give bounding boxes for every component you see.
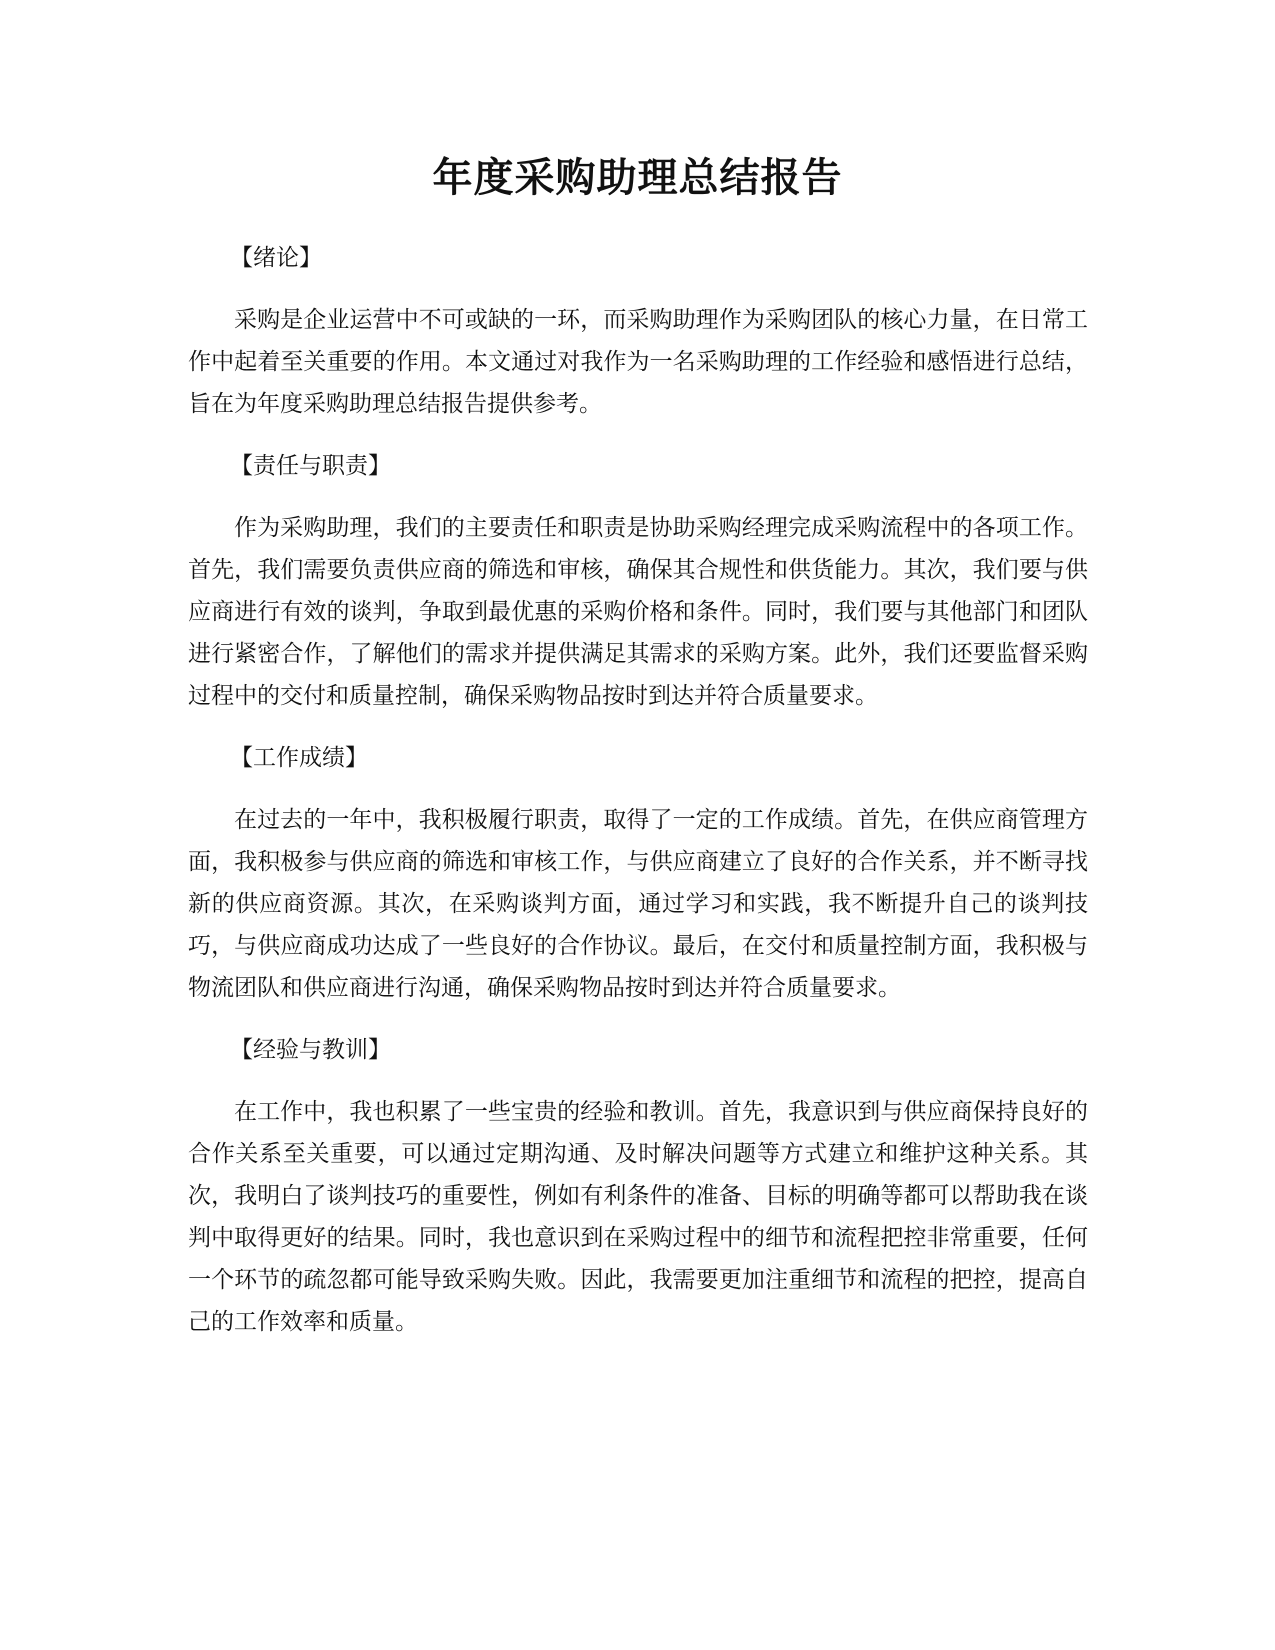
- section-heading: 【责任与职责】: [230, 453, 391, 479]
- section-heading: 【经验与教训】: [230, 1037, 391, 1063]
- section-lessons: [188, 1029, 1088, 1343]
- section-paragraph: 在过去的一年中，我积极履行职责，取得了一定的工作成绩。首先，在供应商管理方面，我积极参与供应商的筛选和审核工作，与供应商建立了良好的合作关系，并不断寻找新的供应商资源。其次，在采购谈判方面，通过学习和实践，我不断提升自己的谈判技巧，与供应商成功达成了一些良好的合作协议。最后，在交付和质量控制方面，我积极与物流团队和供应商进行沟通，确保采购物品按时到达并符合质量要求。: [188, 807, 1088, 1001]
- section-heading: 【工作成绩】: [230, 745, 368, 771]
- section-heading: 【绪论】: [230, 245, 322, 271]
- document-title: 年度采购助理总结报告: [432, 155, 843, 201]
- section-introduction: [188, 237, 1088, 425]
- section-paragraph: 采购是企业运营中不可或缺的一环，而采购助理作为采购团队的核心力量，在日常工作中起着至关重要的作用。本文通过对我作为一名采购助理的工作经验和感悟进行总结，旨在为年度采购助理总结报告提供参考。: [188, 307, 1088, 417]
- section-responsibilities: [188, 445, 1088, 717]
- document-body: [188, 237, 1088, 1363]
- section-achievements: [188, 737, 1088, 1009]
- section-paragraph: 在工作中，我也积累了一些宝贵的经验和教训。首先，我意识到与供应商保持良好的合作关系至关重要，可以通过定期沟通、及时解决问题等方式建立和维护这种关系。其次，我明白了谈判技巧的重要性，例如有利条件的准备、目标的明确等都可以帮助我在谈判中取得更好的结果。同时，我也意识到在采购过程中的细节和流程把控非常重要，任何一个环节的疏忽都可能导致采购失败。因此，我需要更加注重细节和流程的把控，提高自己的工作效率和质量。: [188, 1099, 1088, 1335]
- section-paragraph: 作为采购助理，我们的主要责任和职责是协助采购经理完成采购流程中的各项工作。首先，我们需要负责供应商的筛选和审核，确保其合规性和供货能力。其次，我们要与供应商进行有效的谈判，争取到最优惠的采购价格和条件。同时，我们要与其他部门和团队进行紧密合作，了解他们的需求并提供满足其需求的采购方案。此外，我们还要监督采购过程中的交付和质量控制，确保采购物品按时到达并符合质量要求。: [188, 515, 1088, 709]
